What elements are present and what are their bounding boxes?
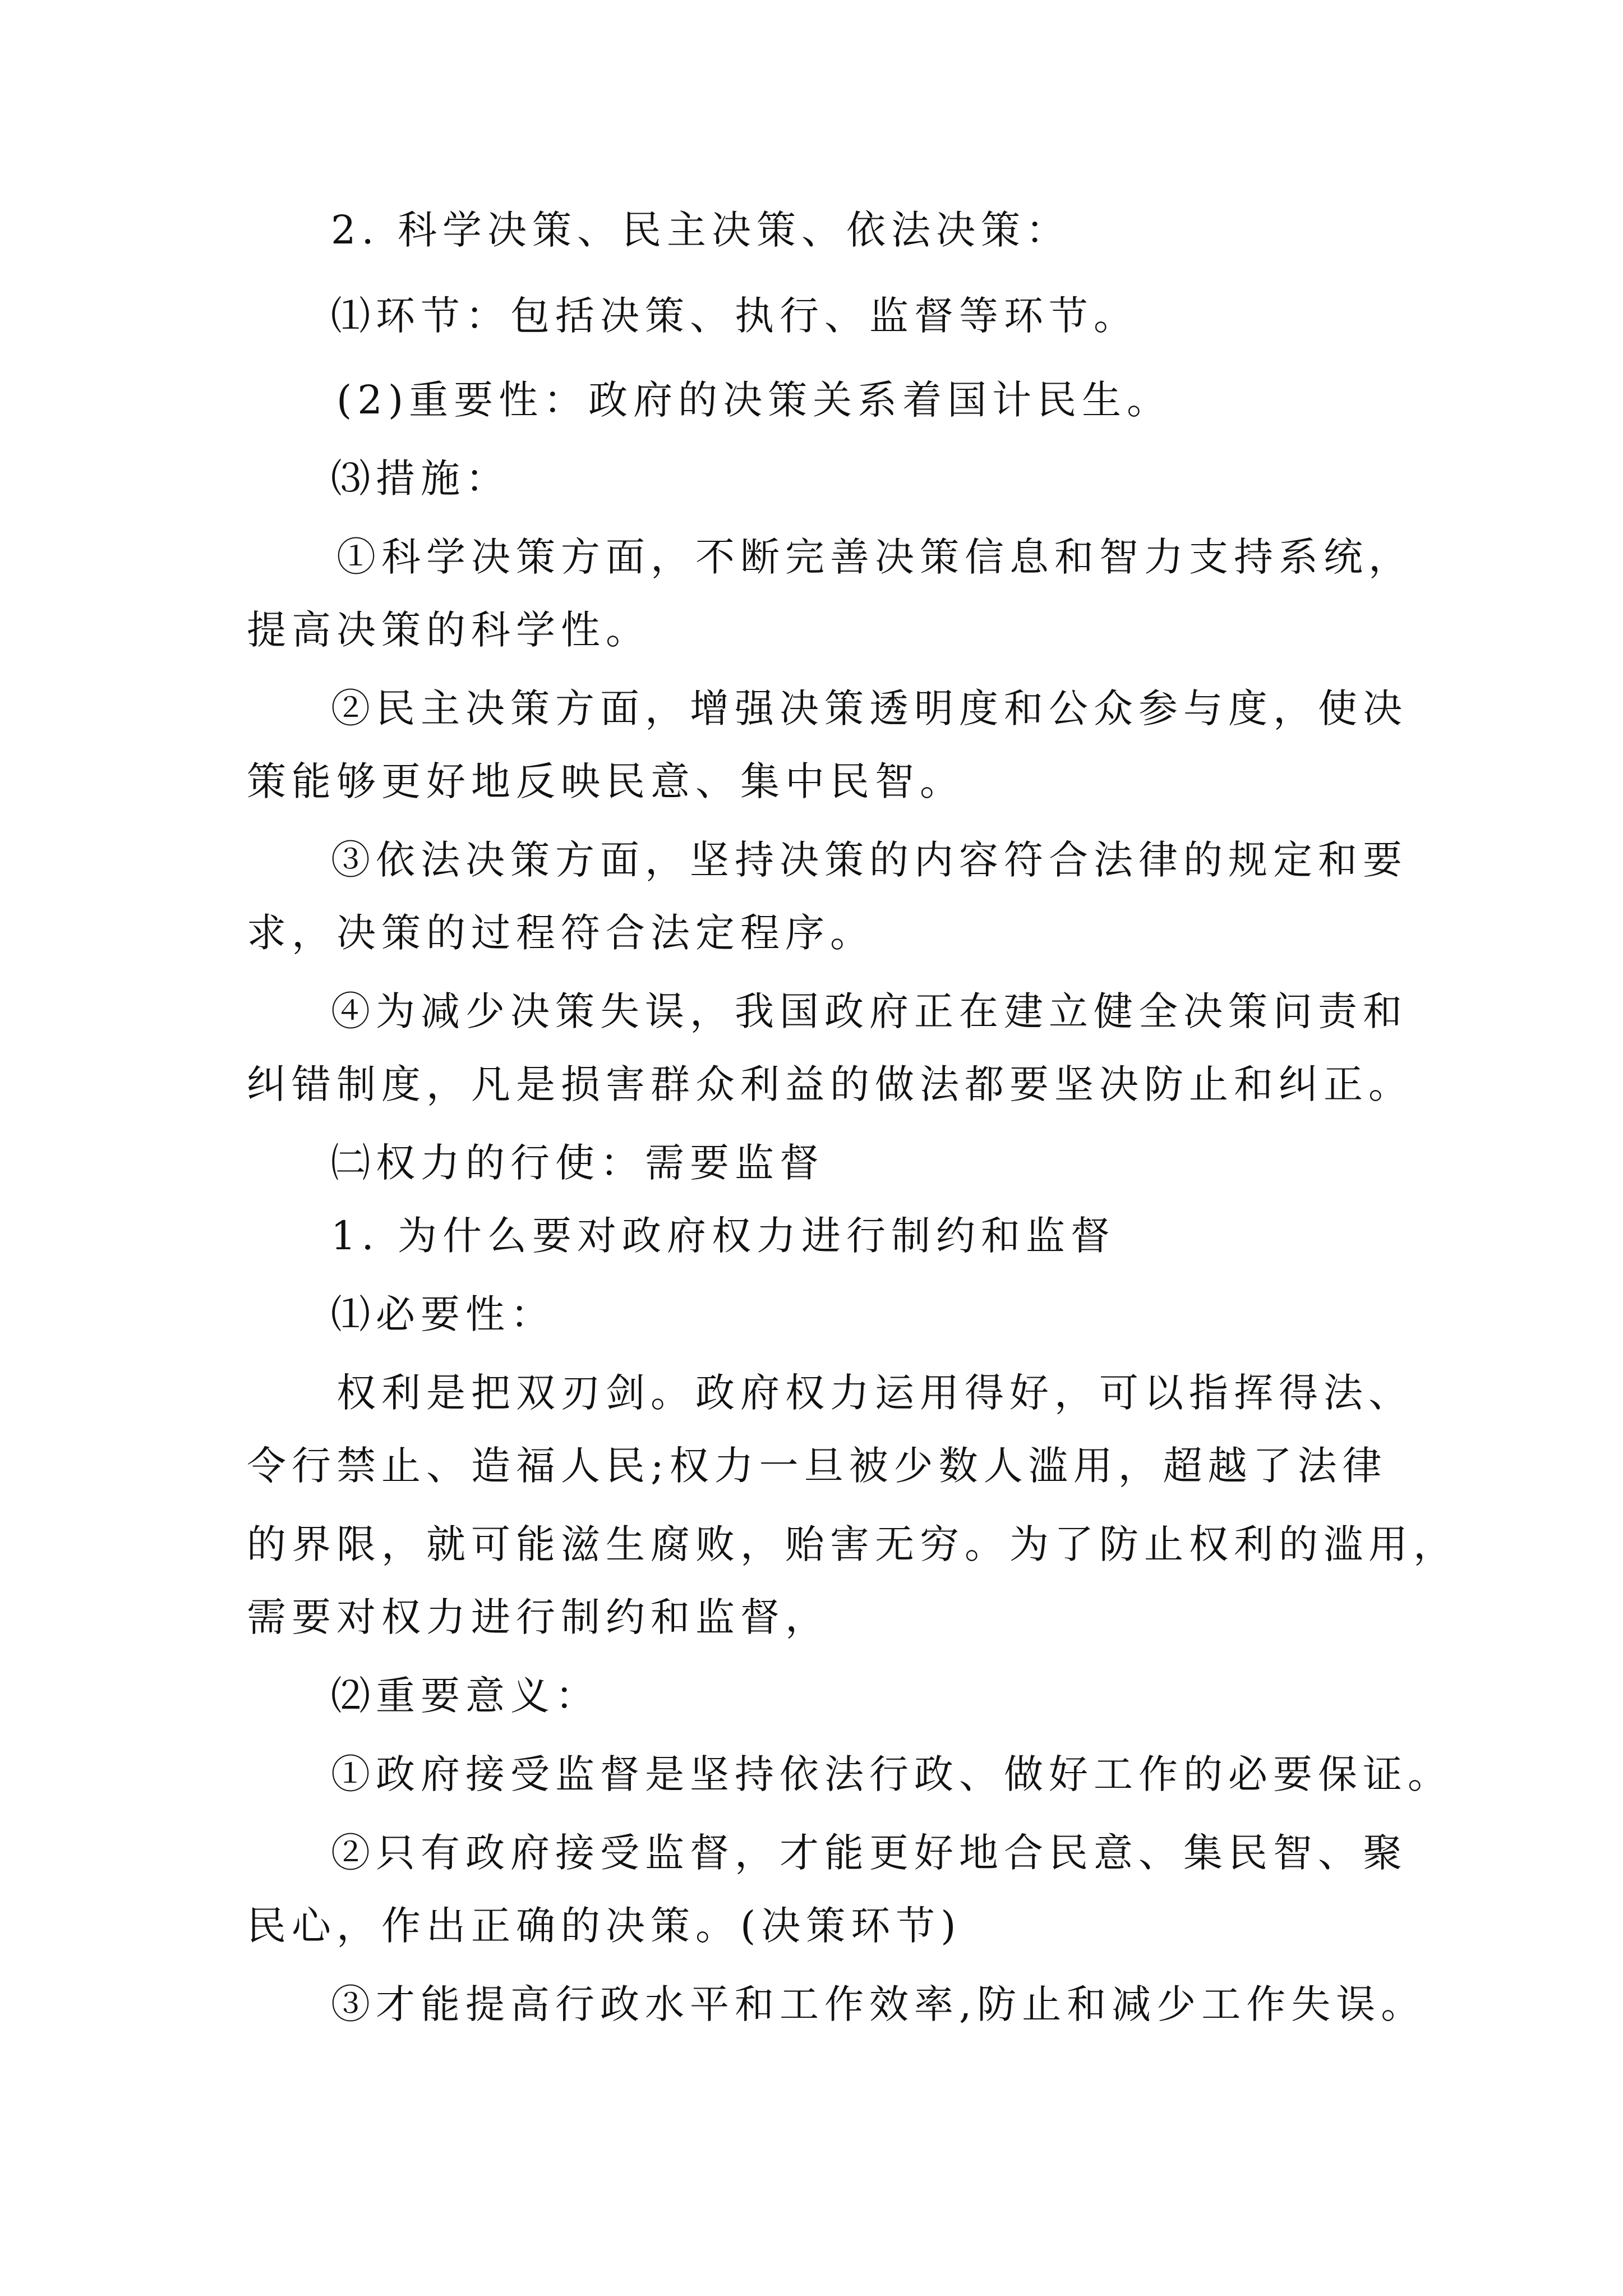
text-line: 提高决策的科学性。 <box>247 607 651 653</box>
text-line: 1. 为什么要对政府权力进行制约和监督 <box>331 1213 1116 1259</box>
text-line: ⑶措施： <box>331 455 510 501</box>
text-line: ①科学决策方面，不断完善决策信息和智力支持系统， <box>336 534 1413 580</box>
text-line: ④为减少决策失误，我国政府正在建立健全决策问责和 <box>331 988 1408 1034</box>
text-line: ②只有政府接受监督，才能更好地合民意、集民智、聚 <box>331 1830 1408 1876</box>
text-line: 纠错制度，凡是损害群众利益的做法都要坚决防止和纠正。 <box>247 1061 1413 1107</box>
text-line: ③依法决策方面，坚持决策的内容符合法律的规定和要 <box>331 837 1408 883</box>
text-line: 2. 科学决策、民主决策、依法决策： <box>331 207 1071 253</box>
text-line: 令行禁止、造福人民;权力一旦被少数人滥用，超越了法律 <box>247 1443 1387 1489</box>
text-line: (2)重要性：政府的决策关系着国计民生。 <box>336 377 1172 423</box>
text-line: 权利是把双刃剑。政府权力运用得好，可以指挥得法、 <box>336 1370 1413 1416</box>
text-line: ⑴必要性： <box>331 1291 555 1337</box>
text-line: 的界限，就可能滋生腐败，贻害无穷。为了防止权利的滥用， <box>247 1521 1458 1567</box>
text-line: ⑴环节：包括决策、执行、监督等环节。 <box>331 293 1138 339</box>
text-line: 需要对权力进行制约和监督， <box>247 1594 830 1640</box>
text-line: 求，决策的过程符合法定程序。 <box>247 910 875 956</box>
text-line: 民心，作出正确的决策。(决策环节) <box>247 1903 962 1949</box>
text-line: ㈡权力的行使：需要监督 <box>331 1140 824 1186</box>
text-line: ②民主决策方面，增强决策透明度和公众参与度，使决 <box>331 685 1408 731</box>
text-line: ⑵重要意义： <box>331 1673 600 1719</box>
text-line: ①政府接受监督是坚持依法行政、做好工作的必要保证。 <box>331 1751 1453 1797</box>
text-line: 策能够更好地反映民意、集中民智。 <box>247 758 965 804</box>
text-line: ③才能提高行政水平和工作效率,防止和减少工作失误。 <box>331 1981 1426 2027</box>
